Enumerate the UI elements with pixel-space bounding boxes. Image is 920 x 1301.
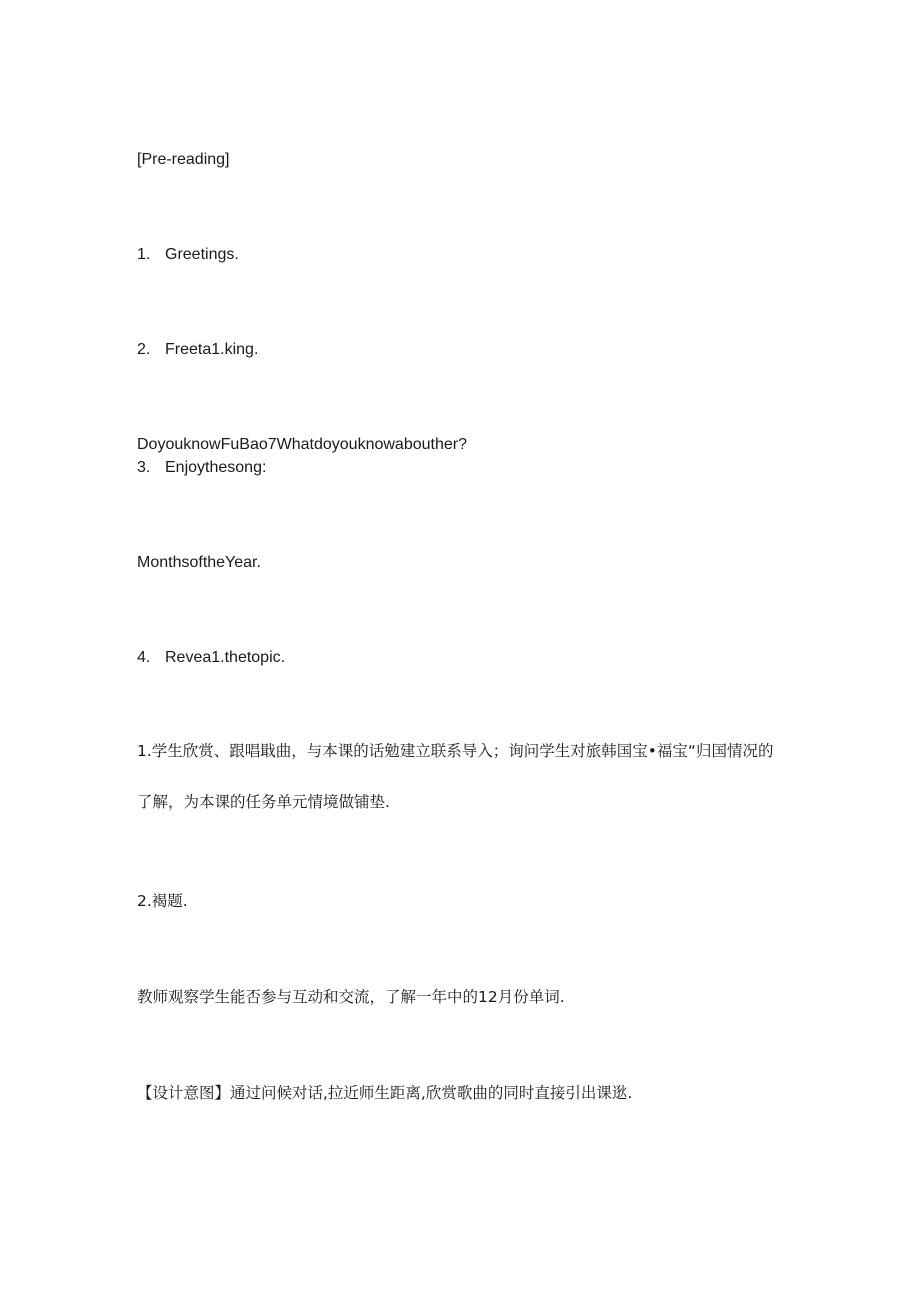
- step-text: Revea1.thetopic.: [165, 649, 286, 666]
- step-number: 2.: [137, 341, 151, 358]
- activity-note-line-2: 了解，为本课的任务单元情境做铺垫.: [137, 793, 390, 811]
- step-number: 4.: [137, 649, 151, 666]
- step-text: Freeta1.king.: [165, 341, 259, 358]
- design-intent: 【设计意图】通过问候对话,拉近师生距离,欣赏歌曲的同时直接引出课逖.: [137, 1084, 633, 1102]
- step-item-enjoy-song: [137, 458, 266, 478]
- song-title: MonthsoftheYear.: [137, 554, 261, 571]
- step-item-free-talking: [137, 340, 258, 360]
- section-heading: [Pre-reading]: [137, 151, 230, 168]
- step-number: 1.: [137, 246, 151, 263]
- step-item-greetings: [137, 245, 239, 265]
- step-item-reveal-topic: [137, 648, 285, 668]
- step-text: Greetings.: [165, 246, 239, 263]
- reveal-note: 2.褐题.: [137, 892, 188, 910]
- step-number: 3.: [137, 459, 151, 476]
- step-text: Enjoythesong:: [165, 459, 267, 476]
- free-talk-question: DoyouknowFuBao7Whatdoyouknowabouther?: [137, 436, 467, 453]
- assessment-note: 教师观察学生能否参与互动和交流，了解一年中的12月份单词.: [137, 988, 565, 1006]
- activity-note-line-1: 1.学生欣赏、跟唱戢曲，与本课的话勉建立联系导入；询问学生对旅韩国宝•福宝“归国情况的: [137, 742, 774, 760]
